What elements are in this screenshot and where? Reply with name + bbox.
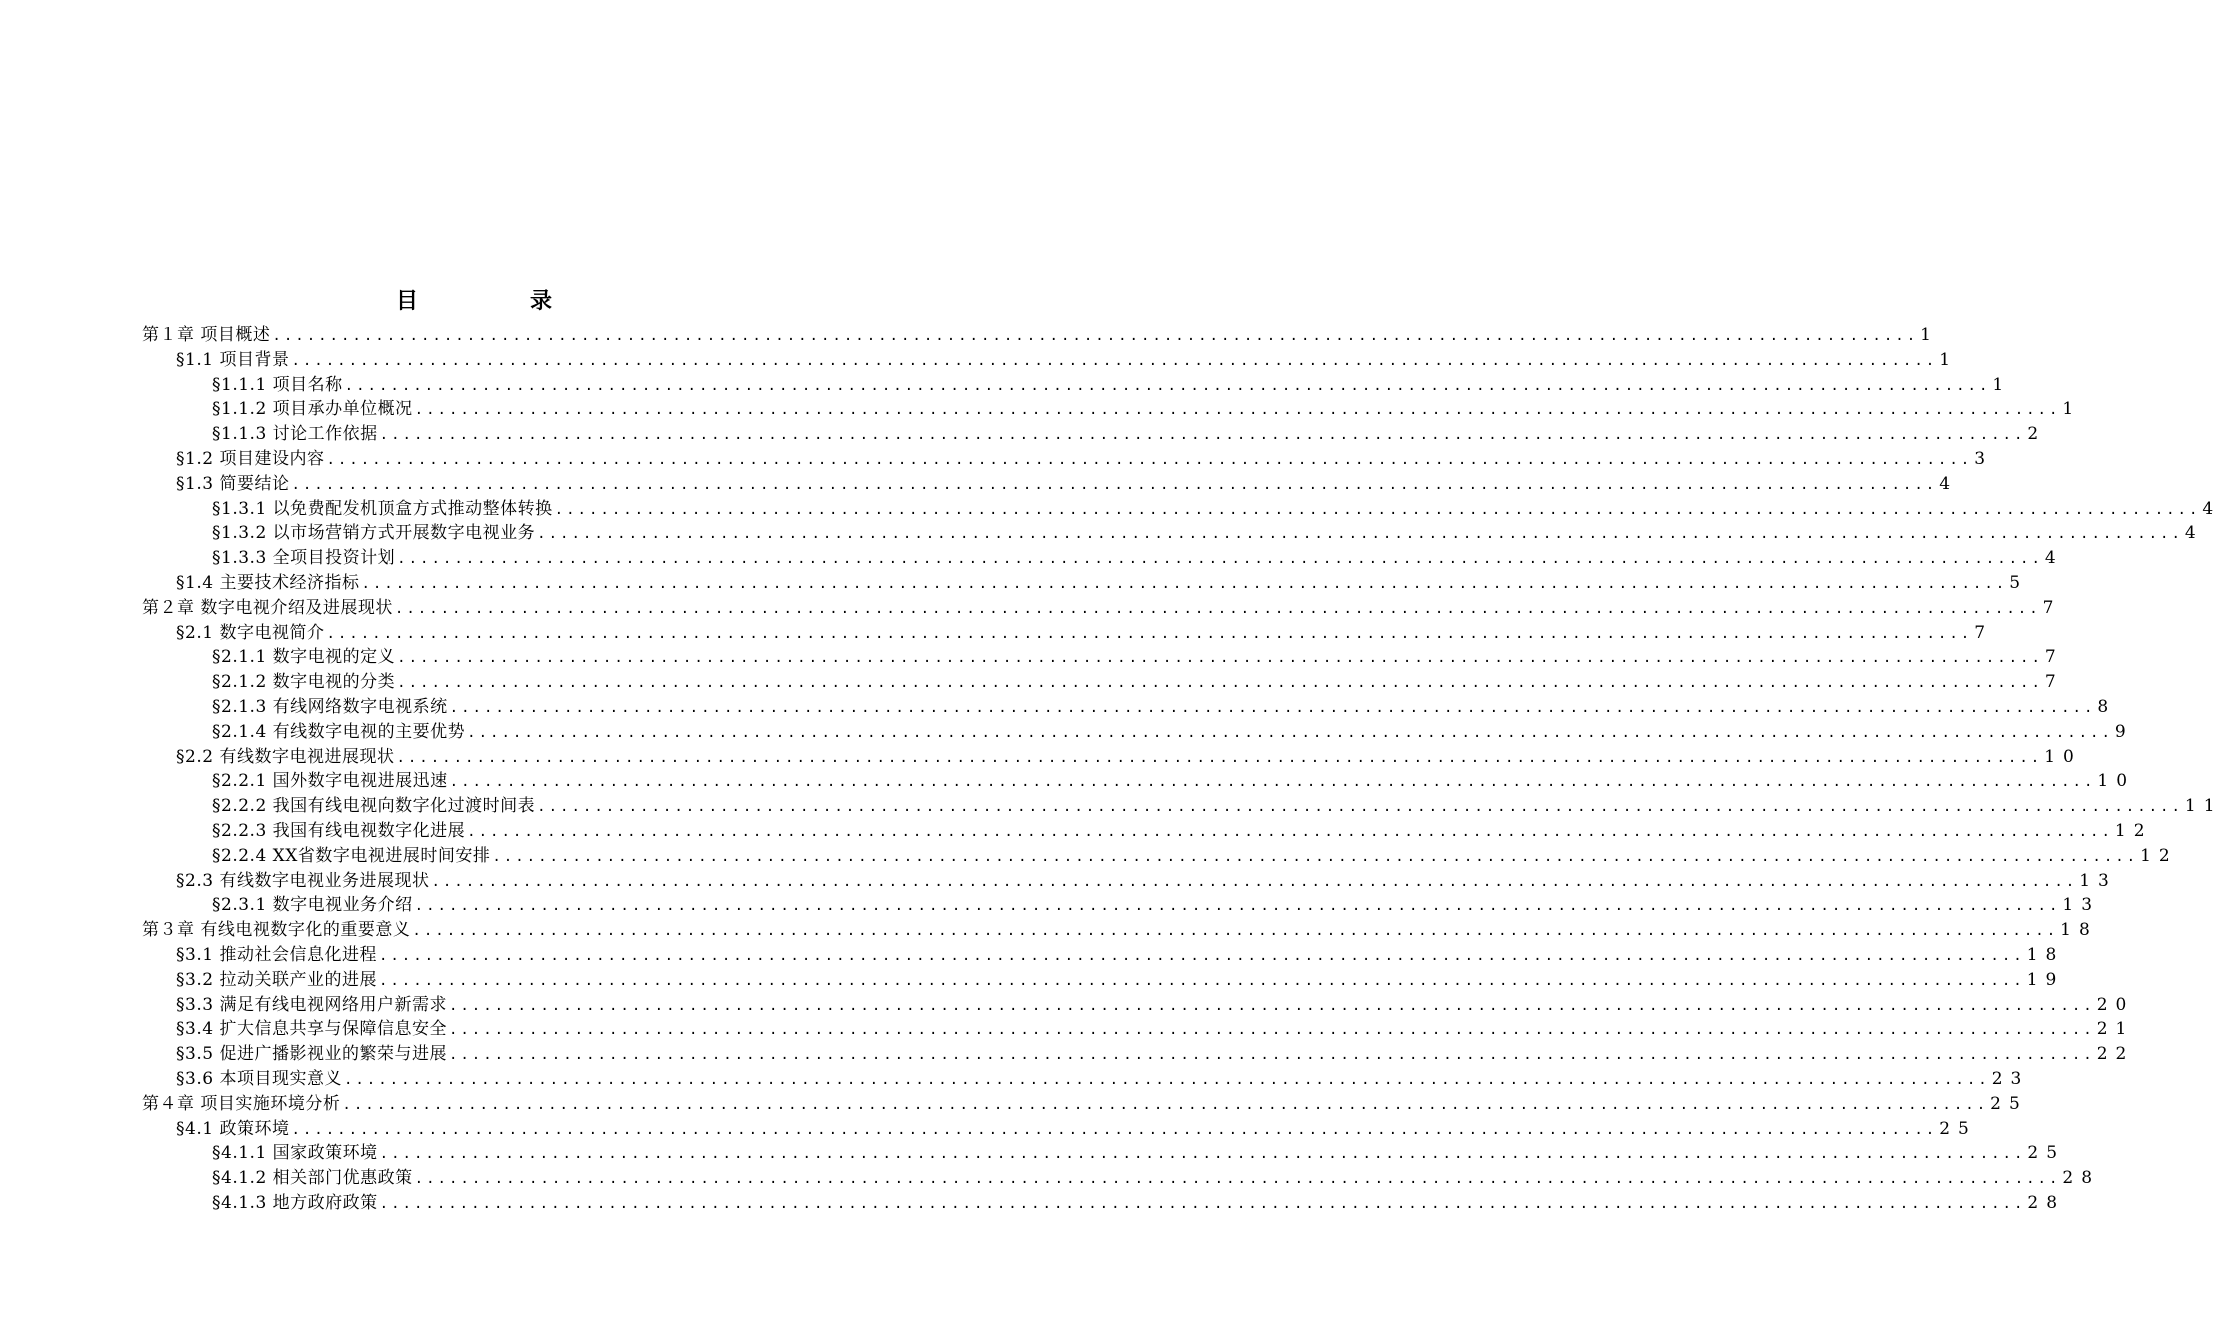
toc-dot-leader [492,845,2138,870]
toc-entry[interactable] [142,571,2029,596]
toc-dot-leader [291,473,1937,498]
toc-dot-leader [380,1142,2026,1167]
toc-dot-leader [537,522,2183,547]
toc-page-number: 4 [2202,498,2222,519]
toc-dot-leader [431,870,2077,895]
toc-entry-title: §1.1.1 项目名称 [212,374,343,395]
toc-dot-leader [361,572,2007,597]
toc-entry[interactable] [142,596,2062,621]
toc-title [0,284,950,315]
toc-page-number: 20 [2096,994,2135,1015]
toc-entry[interactable] [142,1191,2066,1216]
toc-dot-leader [449,1043,2095,1068]
toc-dot-leader [380,423,2026,448]
toc-entry-title: §4.1.2 相关部门优惠政策 [212,1168,413,1189]
toc-entry-title: §1.3.1 以免费配发机顶盒方式推动整体转换 [212,498,553,519]
toc-dot-leader [345,374,1991,399]
toc-entry[interactable] [142,546,2064,571]
toc-dot-leader [415,1167,2061,1192]
toc-title-left: 目 [395,288,420,314]
toc-entry[interactable] [142,745,2082,770]
toc-entry[interactable] [142,869,2117,894]
toc-page-number: 11 [2184,796,2223,817]
toc-page-number: 21 [2096,1019,2135,1040]
toc-entry-title: §1.3 简要结论 [176,473,290,494]
toc-entry-title: §2.1.3 有线网络数字电视系统 [212,696,448,717]
toc-entry[interactable] [142,670,2064,695]
toc-entry-title: §1.1.3 讨论工作依据 [212,424,378,445]
toc-dot-leader [467,721,2113,746]
toc-dot-leader [291,1118,1937,1143]
toc-dot-leader [291,349,1937,374]
toc-dot-leader [415,894,2061,919]
toc-page-number: 25 [1990,1093,2028,1114]
toc-page-number: 2 [2027,424,2047,445]
toc-page-number: 18 [2060,920,2098,941]
toc-entry[interactable] [142,447,1994,472]
toc-entry-title: §2.2.3 我国有线电视数字化进展 [212,820,466,841]
toc-entry[interactable] [142,720,2134,745]
toc-entry[interactable] [142,819,2153,844]
toc-page-number: 22 [2096,1044,2135,1065]
toc-entry-title: §2.2.2 我国有线电视向数字化过渡时间表 [212,796,536,817]
toc-entry[interactable] [142,323,1939,348]
toc-dot-leader [467,820,2113,845]
toc-dot-leader [272,324,1918,349]
toc-entry[interactable] [142,1117,1977,1142]
toc-dot-leader [326,448,1972,473]
toc-page-number: 13 [2062,895,2101,916]
toc-entry-title: §2.3.1 数字电视业务介绍 [212,895,413,916]
toc-dot-leader [415,398,2061,423]
toc-entry[interactable] [142,968,2065,993]
toc-page-number: 19 [2026,969,2065,990]
toc-entry[interactable] [142,348,1959,373]
toc-entry-title: §1.2 项目建设内容 [176,448,325,469]
toc-page-number: 9 [2114,721,2134,742]
toc-entry-title: §2.3 有线数字电视业务进展现状 [176,870,430,891]
toc-entry-title: §1.1.2 项目承办单位概况 [212,399,413,420]
toc-page-number: 23 [1991,1068,2030,1089]
toc-entry[interactable] [142,373,2012,398]
toc-entry[interactable] [142,397,2082,422]
toc-entry[interactable] [142,1092,2028,1117]
toc-page-number: 25 [1939,1118,1977,1139]
toc-entry[interactable] [142,422,2047,447]
toc-entry-title: §2.2.4 XX省数字电视进展时间安排 [212,845,491,866]
toc-page-number: 7 [2044,647,2064,668]
toc-entry-title: §3.2 拉动关联产业的进展 [176,969,377,990]
toc-entry[interactable] [142,769,2136,794]
toc-dot-leader [379,969,2025,994]
toc-dot-leader [450,770,2096,795]
toc-entry-title: §2.2 有线数字电视进展现状 [176,746,395,767]
toc-entry-title: 第２章 数字电视介绍及进展现状 [142,597,393,618]
toc-entry[interactable] [142,1166,2101,1191]
toc-entry[interactable] [142,695,2117,720]
toc-entry[interactable] [142,893,2101,918]
toc-page-number: 4 [2184,523,2204,544]
toc-page-number: 28 [2062,1168,2101,1189]
toc-title-right: 录 [530,288,555,314]
toc-entry-title: §2.2.1 国外数字电视进展迅速 [212,771,448,792]
toc-entry-title: §2.1.4 有线数字电视的主要优势 [212,721,466,742]
toc-page-number: 13 [2079,870,2117,891]
toc-entry-title: §3.3 满足有线电视网络用户新需求 [176,994,447,1015]
toc-dot-leader [397,547,2043,572]
toc-dot-leader [397,646,2043,671]
toc-entry-title: §1.4 主要技术经济指标 [176,572,360,593]
toc-entry-title: §3.5 促进广播影视业的繁荣与进展 [176,1044,447,1065]
toc-entry-title: §2.1.1 数字电视的定义 [212,647,396,668]
toc-dot-leader [344,1068,1990,1093]
toc-entry-title: §4.1 政策环境 [176,1118,290,1139]
toc-dot-leader [555,498,2201,523]
toc-entry-title: §3.6 本项目现实意义 [176,1068,342,1089]
toc-page-number: 12 [2114,820,2153,841]
toc-dot-leader [326,622,1972,647]
toc-dot-leader [342,1093,1988,1118]
toc-dot-leader [450,696,2096,721]
toc-entry[interactable] [142,621,1994,646]
toc-page-number: 7 [2042,597,2062,618]
toc-page-number: 5 [2009,572,2029,593]
toc-page-number: 25 [2027,1143,2066,1164]
toc-entry[interactable] [142,844,2178,869]
toc-entry-title: 第４章 项目实施环境分析 [142,1093,341,1114]
toc-page-number: 10 [2044,746,2082,767]
toc-entry[interactable] [142,943,2065,968]
toc-entry-title: 第１章 项目概述 [142,325,271,345]
toc-entry-title: §3.4 扩大信息共享与保障信息安全 [176,1019,447,1040]
toc-page-number: 18 [2026,944,2065,965]
toc-page-number: 3 [1974,448,1994,469]
toc-entry[interactable] [142,1017,2135,1042]
toc-entry[interactable] [142,1042,2135,1067]
toc-dot-leader [379,944,2025,969]
toc-entry-title: §1.3.3 全项目投资计划 [212,548,396,569]
toc-dot-leader [537,795,2183,820]
toc-entry-title: §3.1 推动社会信息化进程 [176,944,377,965]
toc-dot-leader [397,671,2043,696]
toc-page-number: 12 [2140,845,2178,866]
toc-entry-title: §4.1.1 国家政策环境 [212,1143,378,1164]
toc-entry-title: §2.1 数字电视简介 [176,622,325,643]
toc-page-number: 1 [1920,325,1939,345]
table-of-contents [142,323,2223,1216]
toc-dot-leader [380,1192,2026,1217]
toc-page-number: 1 [1992,374,2012,395]
toc-entry-title: 第３章 有线电视数字化的重要意义 [142,920,411,941]
toc-entry-title: §1.3.2 以市场营销方式开展数字电视业务 [212,523,536,544]
toc-page-number: 7 [1974,622,1994,643]
toc-page-number: 8 [2097,696,2117,717]
toc-page-number: 10 [2097,771,2136,792]
toc-dot-leader [449,1018,2095,1043]
toc-entry[interactable] [142,794,2223,819]
toc-dot-leader [396,746,2042,771]
toc-entry[interactable] [142,645,2064,670]
toc-entry-title: §1.1 项目背景 [176,349,290,370]
toc-entry[interactable] [142,472,1959,497]
toc-entry-title: §2.1.2 数字电视的分类 [212,672,396,693]
toc-page-number: 4 [2044,548,2064,569]
toc-page-number: 4 [1939,473,1959,494]
toc-page-number: 28 [2027,1192,2066,1213]
toc-entry[interactable] [142,497,2222,522]
toc-entry[interactable] [142,918,2098,943]
toc-page-number: 7 [2044,672,2064,693]
toc-entry[interactable] [142,993,2135,1018]
toc-dot-leader [449,994,2095,1019]
toc-page-number: 1 [1939,349,1959,370]
toc-entry-title: §4.1.3 地方政府政策 [212,1192,378,1213]
toc-entry[interactable] [142,1067,2030,1092]
toc-dot-leader [412,919,2058,944]
toc-entry[interactable] [142,521,2204,546]
toc-page-number: 1 [2062,399,2082,420]
toc-entry[interactable] [142,1141,2066,1166]
toc-dot-leader [395,597,2041,622]
